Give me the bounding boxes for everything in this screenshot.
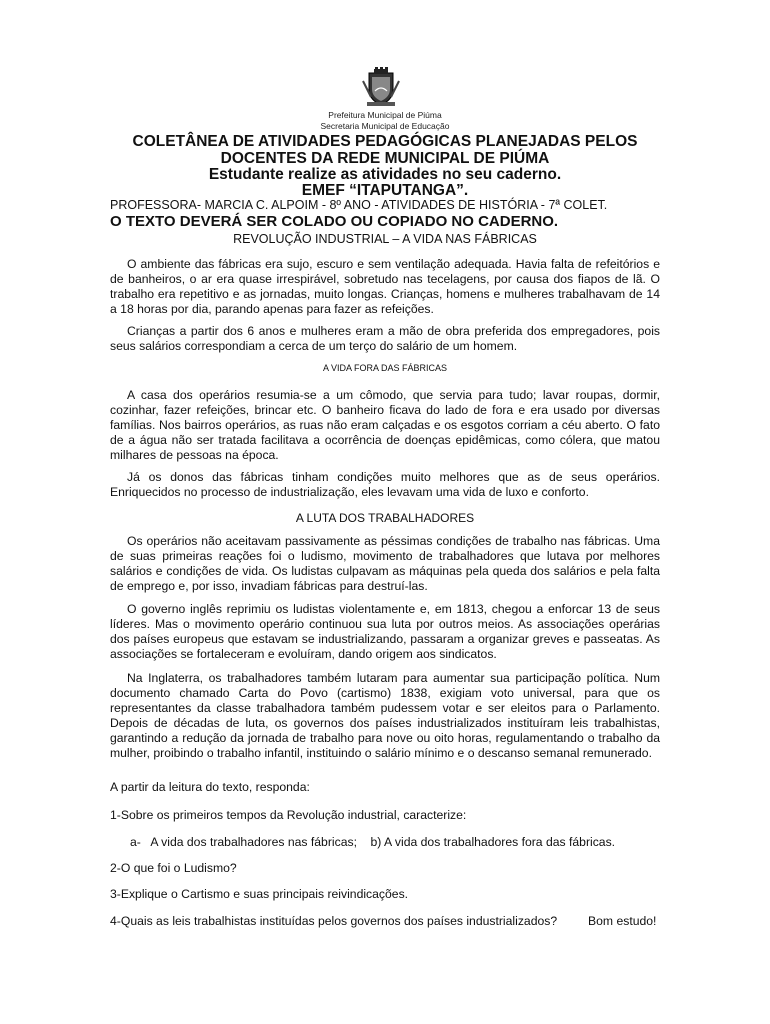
question-2: 2-O que foi o Ludismo? bbox=[110, 861, 237, 875]
paragraph-5: Os operários não aceitavam passivamente as péssimas condições de trabalho nas fábricas. Uma de suas primeiras reações foi o ludismo, movimento de trabalhadores que lutava por melhores salários e condições de vida. Os ludistas culpavam as máquinas pela queda dos salários e pela falta de emprego e, por isso, invadiam fábricas para destruí-las. bbox=[110, 534, 660, 593]
section-title-sub2: A LUTA DOS TRABALHADORES bbox=[295, 511, 475, 525]
paragraph-2: Crianças a partir dos 6 anos e mulheres eram a mão de obra preferida dos empregadores, pois seus salários correspondiam a cerca de um terço do salário de um homem. bbox=[110, 324, 660, 353]
secretariat-name: Secretaria Municipal de Educação bbox=[320, 121, 450, 131]
paragraph-1: O ambiente das fábricas era sujo, escuro e sem ventilação adequada. Havia falta de refeitórios e de banheiros, o ar era quase irrespirável, sobretudo nas tecelagens, por causa dos fiapos de lã. O trabalho era repetitivo e as jornadas, muito longas. Crianças, homens e mulheres trabalhavam de 14 a 18 horas por dia, parando apenas para fazer as refeições. bbox=[110, 257, 660, 316]
paragraph-7: Na Inglaterra, os trabalhadores também lutaram para aumentar sua participação política. Num documento chamado Carta do Povo (cartismo) 1838, exigiam voto universal, para que os representantes da classe trabalhadora também pudessem votar e ser eleitos para o Parlamento. Depois de décadas de luta, os governos dos países industrializados instituíram leis trabalhistas, garantindo a redução da jornada de trabalho para nove ou oito horas, regulamentando o trabalho da mulher, proibindo o trabalho infantil, instituindo o salário mínimo e o descanso semanal remunerado. bbox=[110, 671, 660, 760]
teacher-line: PROFESSORA- MARCIA C. ALPOIM - 8º ANO - ATIVIDADES DE HISTÓRIA - 7ª COLET. bbox=[110, 198, 608, 212]
question-1: 1-Sobre os primeiros tempos da Revolução industrial, caracterize: bbox=[110, 808, 467, 822]
question-4: 4-Quais as leis trabalhistas instituídas pelos governos dos países industrializados? bbox=[110, 914, 558, 928]
document-title-line3: Estudante realize as atividades no seu caderno. bbox=[208, 166, 562, 183]
questions-intro: A partir da leitura do texto, responda: bbox=[110, 780, 310, 794]
question-1-items: a- A vida dos trabalhadores nas fábricas; b) A vida dos trabalhadores fora das fábricas. bbox=[130, 835, 616, 849]
municipal-crest-icon bbox=[359, 67, 403, 107]
document-title-line1: COLETÂNEA DE ATIVIDADES PEDAGÓGICAS PLANEJADAS PELOS bbox=[132, 133, 638, 150]
closing-text: Bom estudo! bbox=[588, 914, 657, 928]
paragraph-4: Já os donos das fábricas tinham condições muito melhores que as de seus operários. Enriquecidos no processo de industrialização, eles levavam uma vida de luxo e conforto. bbox=[110, 470, 660, 499]
section-title-main: REVOLUÇÃO INDUSTRIAL – A VIDA NAS FÁBRICAS bbox=[233, 232, 537, 246]
question-3: 3-Explique o Cartismo e suas principais reivindicações. bbox=[110, 887, 409, 901]
section-title-sub1: A VIDA FORA DAS FÁBRICAS bbox=[322, 363, 448, 373]
municipality-name: Prefeitura Municipal de Piúma bbox=[328, 110, 442, 120]
document-title-line2: DOCENTES DA REDE MUNICIPAL DE PIÚMA bbox=[220, 150, 550, 167]
paragraph-6: O governo inglês reprimiu os ludistas violentamente e, em 1813, chegou a enforcar 13 de seus líderes. Mas o movimento operário continuou sua luta por outros meios. As associações operárias dos países europeus que estavam se industrializando, passaram a organizar greves e passeatas. As associações se fortaleceram e evoluíram, dando origem aos sindicatos. bbox=[110, 602, 660, 661]
paragraph-3: A casa dos operários resumia-se a um cômodo, que servia para tudo; lavar roupas, dormir, cozinhar, fazer refeições, brincar etc. O banheiro ficava do lado de fora e era usado por diversas famílias. Nos bairros operários, as ruas não eram calçadas e os esgotos corriam a céu aberto. O fato de a água não ser tratada facilitava a ocorrência de doenças epidêmicas, como cólera, que matou milhares de pessoas na época. bbox=[110, 388, 660, 462]
school-name: EMEF “ITAPUTANGA”. bbox=[301, 182, 469, 199]
instruction-line: O TEXTO DEVERÁ SER COLADO OU COPIADO NO CADERNO. bbox=[110, 213, 559, 230]
